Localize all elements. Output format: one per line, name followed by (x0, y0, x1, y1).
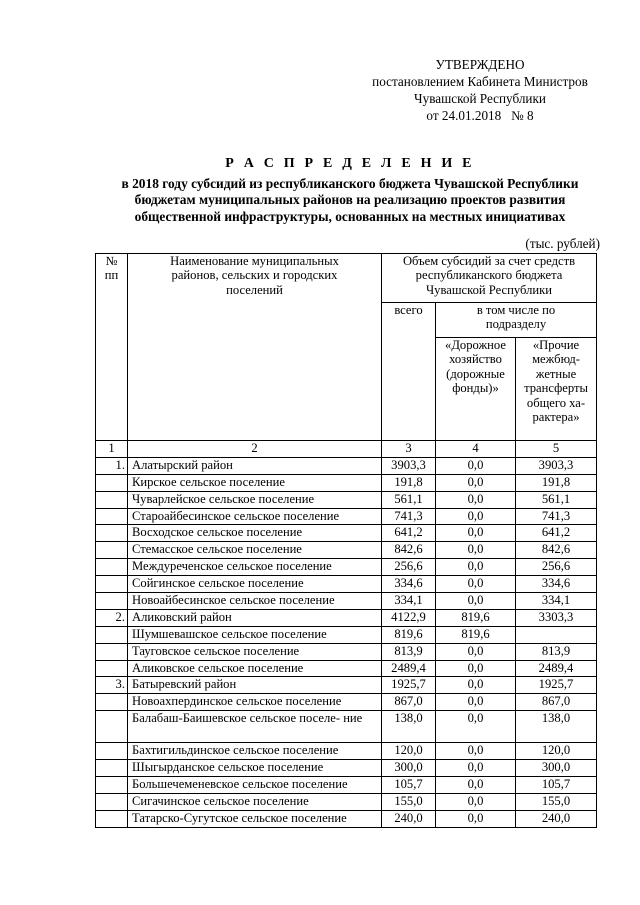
approval-stamp (356, 56, 604, 124)
table-row (96, 743, 597, 760)
row-number (96, 474, 128, 491)
row-road: 0,0 (436, 525, 516, 542)
row-total: 4122,9 (382, 609, 436, 626)
row-total: 2489,4 (382, 660, 436, 677)
table-row (96, 593, 597, 610)
row-total: 819,6 (382, 626, 436, 643)
table-row (96, 457, 597, 474)
row-name: Аликовский район (128, 609, 382, 626)
table-row (96, 677, 597, 694)
table-row (96, 760, 597, 777)
header-index-row (96, 441, 597, 458)
approval-line-3: Чувашской Республики (414, 91, 546, 106)
row-name: Староайбесинское сельское поселение (128, 508, 382, 525)
table-row (96, 609, 597, 626)
index-cell: 3 (382, 441, 436, 458)
row-road: 0,0 (436, 576, 516, 593)
row-total: 334,1 (382, 593, 436, 610)
row-total: 561,1 (382, 491, 436, 508)
row-road: 0,0 (436, 593, 516, 610)
row-road: 0,0 (436, 810, 516, 827)
row-road: 0,0 (436, 559, 516, 576)
row-other: 191,8 (516, 474, 597, 491)
row-road: 0,0 (436, 508, 516, 525)
row-other: 1925,7 (516, 677, 597, 694)
table-row (96, 810, 597, 827)
row-other: 2489,4 (516, 660, 597, 677)
row-name: Бахтигильдинское сельское поселение (128, 743, 382, 760)
row-total: 105,7 (382, 777, 436, 794)
index-cell: 2 (128, 441, 382, 458)
row-road: 0,0 (436, 711, 516, 743)
row-other: 334,1 (516, 593, 597, 610)
row-road: 0,0 (436, 474, 516, 491)
row-road: 0,0 (436, 760, 516, 777)
row-other: 641,2 (516, 525, 597, 542)
row-total: 138,0 (382, 711, 436, 743)
row-name: Междуреченское сельское поселение (128, 559, 382, 576)
row-name: Тауговское сельское поселение (128, 643, 382, 660)
subsidy-table (95, 253, 597, 828)
document-title (90, 156, 610, 225)
row-road: 819,6 (436, 609, 516, 626)
row-number: 1. (96, 457, 128, 474)
row-total: 867,0 (382, 694, 436, 711)
row-total: 334,6 (382, 576, 436, 593)
row-other: 300,0 (516, 760, 597, 777)
header-name: Наименование муниципальных районов, сельских и городских поселений (128, 254, 382, 441)
row-total: 842,6 (382, 542, 436, 559)
table-row (96, 542, 597, 559)
row-name: Шыгырданское сельское поселение (128, 760, 382, 777)
row-other: 842,6 (516, 542, 597, 559)
table-row (96, 626, 597, 643)
row-number (96, 694, 128, 711)
row-total: 741,3 (382, 508, 436, 525)
row-road: 0,0 (436, 457, 516, 474)
row-total: 155,0 (382, 793, 436, 810)
row-name: Шумшевашское сельское поселение (128, 626, 382, 643)
row-number (96, 760, 128, 777)
row-road: 0,0 (436, 694, 516, 711)
row-name: Балабаш-Баишевское сельское поселе- ние (128, 711, 382, 743)
table-row (96, 576, 597, 593)
row-number (96, 643, 128, 660)
row-other: 741,3 (516, 508, 597, 525)
row-name: Батыревский район (128, 677, 382, 694)
row-number (96, 542, 128, 559)
row-total: 813,9 (382, 643, 436, 660)
header-total: всего (382, 303, 436, 441)
index-cell: 4 (436, 441, 516, 458)
row-total: 120,0 (382, 743, 436, 760)
row-total: 3903,3 (382, 457, 436, 474)
header-num: № пп (96, 254, 128, 441)
row-number (96, 508, 128, 525)
row-other: 155,0 (516, 793, 597, 810)
row-number: 2. (96, 609, 128, 626)
row-name: Восходское сельское поселение (128, 525, 382, 542)
header-including: в том числе по подразделу (436, 303, 597, 338)
title-line-1: в 2018 году субсидий из республиканского бюджета Чувашской Республики (121, 175, 579, 191)
row-number (96, 711, 128, 743)
row-road: 819,6 (436, 626, 516, 643)
approval-line-4: от 24.01.2018 № 8 (426, 108, 534, 123)
title-line-2: бюджетам муниципальных районов на реализацию проектов развития (134, 192, 566, 208)
title-line-3: общественной инфраструктуры, основанных на местных инициативах (134, 208, 566, 224)
row-road: 0,0 (436, 677, 516, 694)
table-row (96, 777, 597, 794)
row-name: Алатырский район (128, 457, 382, 474)
row-other: 3903,3 (516, 457, 597, 474)
row-total: 256,6 (382, 559, 436, 576)
row-name: Новоайбесинское сельское поселение (128, 593, 382, 610)
row-total: 191,8 (382, 474, 436, 491)
units-label: (тыс. рублей) (525, 236, 600, 251)
row-number (96, 559, 128, 576)
row-other: 3303,3 (516, 609, 597, 626)
row-number (96, 810, 128, 827)
row-road: 0,0 (436, 793, 516, 810)
row-number (96, 777, 128, 794)
row-road: 0,0 (436, 542, 516, 559)
header-other: «Прочие межбюд- жетные трансферты общего ха- рактера» (516, 338, 597, 441)
title-heading: Р А С П Р Е Д Е Л Е Н И Е (225, 156, 475, 171)
row-other (516, 626, 597, 643)
row-name: Сойгинское сельское поселение (128, 576, 382, 593)
row-name: Кирское сельское поселение (128, 474, 382, 491)
header-road: «Дорожное хозяйство (дорожные фонды)» (436, 338, 516, 441)
row-road: 0,0 (436, 743, 516, 760)
row-road: 0,0 (436, 643, 516, 660)
row-total: 300,0 (382, 760, 436, 777)
table-row (96, 660, 597, 677)
table-row (96, 474, 597, 491)
row-name: Сигачинское сельское поселение (128, 793, 382, 810)
row-total: 641,2 (382, 525, 436, 542)
row-other: 256,6 (516, 559, 597, 576)
table-row (96, 793, 597, 810)
table-row (96, 643, 597, 660)
row-number (96, 491, 128, 508)
row-road: 0,0 (436, 660, 516, 677)
row-name: Стемасское сельское поселение (128, 542, 382, 559)
row-number (96, 660, 128, 677)
row-number (96, 525, 128, 542)
row-other: 561,1 (516, 491, 597, 508)
row-other: 105,7 (516, 777, 597, 794)
table-row (96, 559, 597, 576)
row-name: Татарско-Сугутское сельское поселение (128, 810, 382, 827)
row-other: 120,0 (516, 743, 597, 760)
row-other: 813,9 (516, 643, 597, 660)
row-name: Новоахпердинское сельское поселение (128, 694, 382, 711)
row-name: Чуварлейское сельское поселение (128, 491, 382, 508)
table-row (96, 525, 597, 542)
row-road: 0,0 (436, 777, 516, 794)
table-row (96, 711, 597, 743)
table-row (96, 491, 597, 508)
approval-line-1: УТВЕРЖДЕНО (435, 57, 525, 72)
row-number (96, 793, 128, 810)
row-road: 0,0 (436, 491, 516, 508)
row-number (96, 743, 128, 760)
table-row (96, 694, 597, 711)
row-other: 240,0 (516, 810, 597, 827)
index-cell: 1 (96, 441, 128, 458)
row-other: 867,0 (516, 694, 597, 711)
row-number (96, 593, 128, 610)
row-total: 240,0 (382, 810, 436, 827)
row-number (96, 576, 128, 593)
approval-line-2: постановлением Кабинета Министров (372, 74, 588, 89)
row-number: 3. (96, 677, 128, 694)
row-name: Большечеменевское сельское поселение (128, 777, 382, 794)
row-other: 334,6 (516, 576, 597, 593)
table-row (96, 508, 597, 525)
row-name: Аликовское сельское поселение (128, 660, 382, 677)
header-volume: Объем субсидий за счет средств республиканского бюджета Чувашской Республики (382, 254, 597, 303)
row-other: 138,0 (516, 711, 597, 743)
row-total: 1925,7 (382, 677, 436, 694)
row-number (96, 626, 128, 643)
index-cell: 5 (516, 441, 597, 458)
